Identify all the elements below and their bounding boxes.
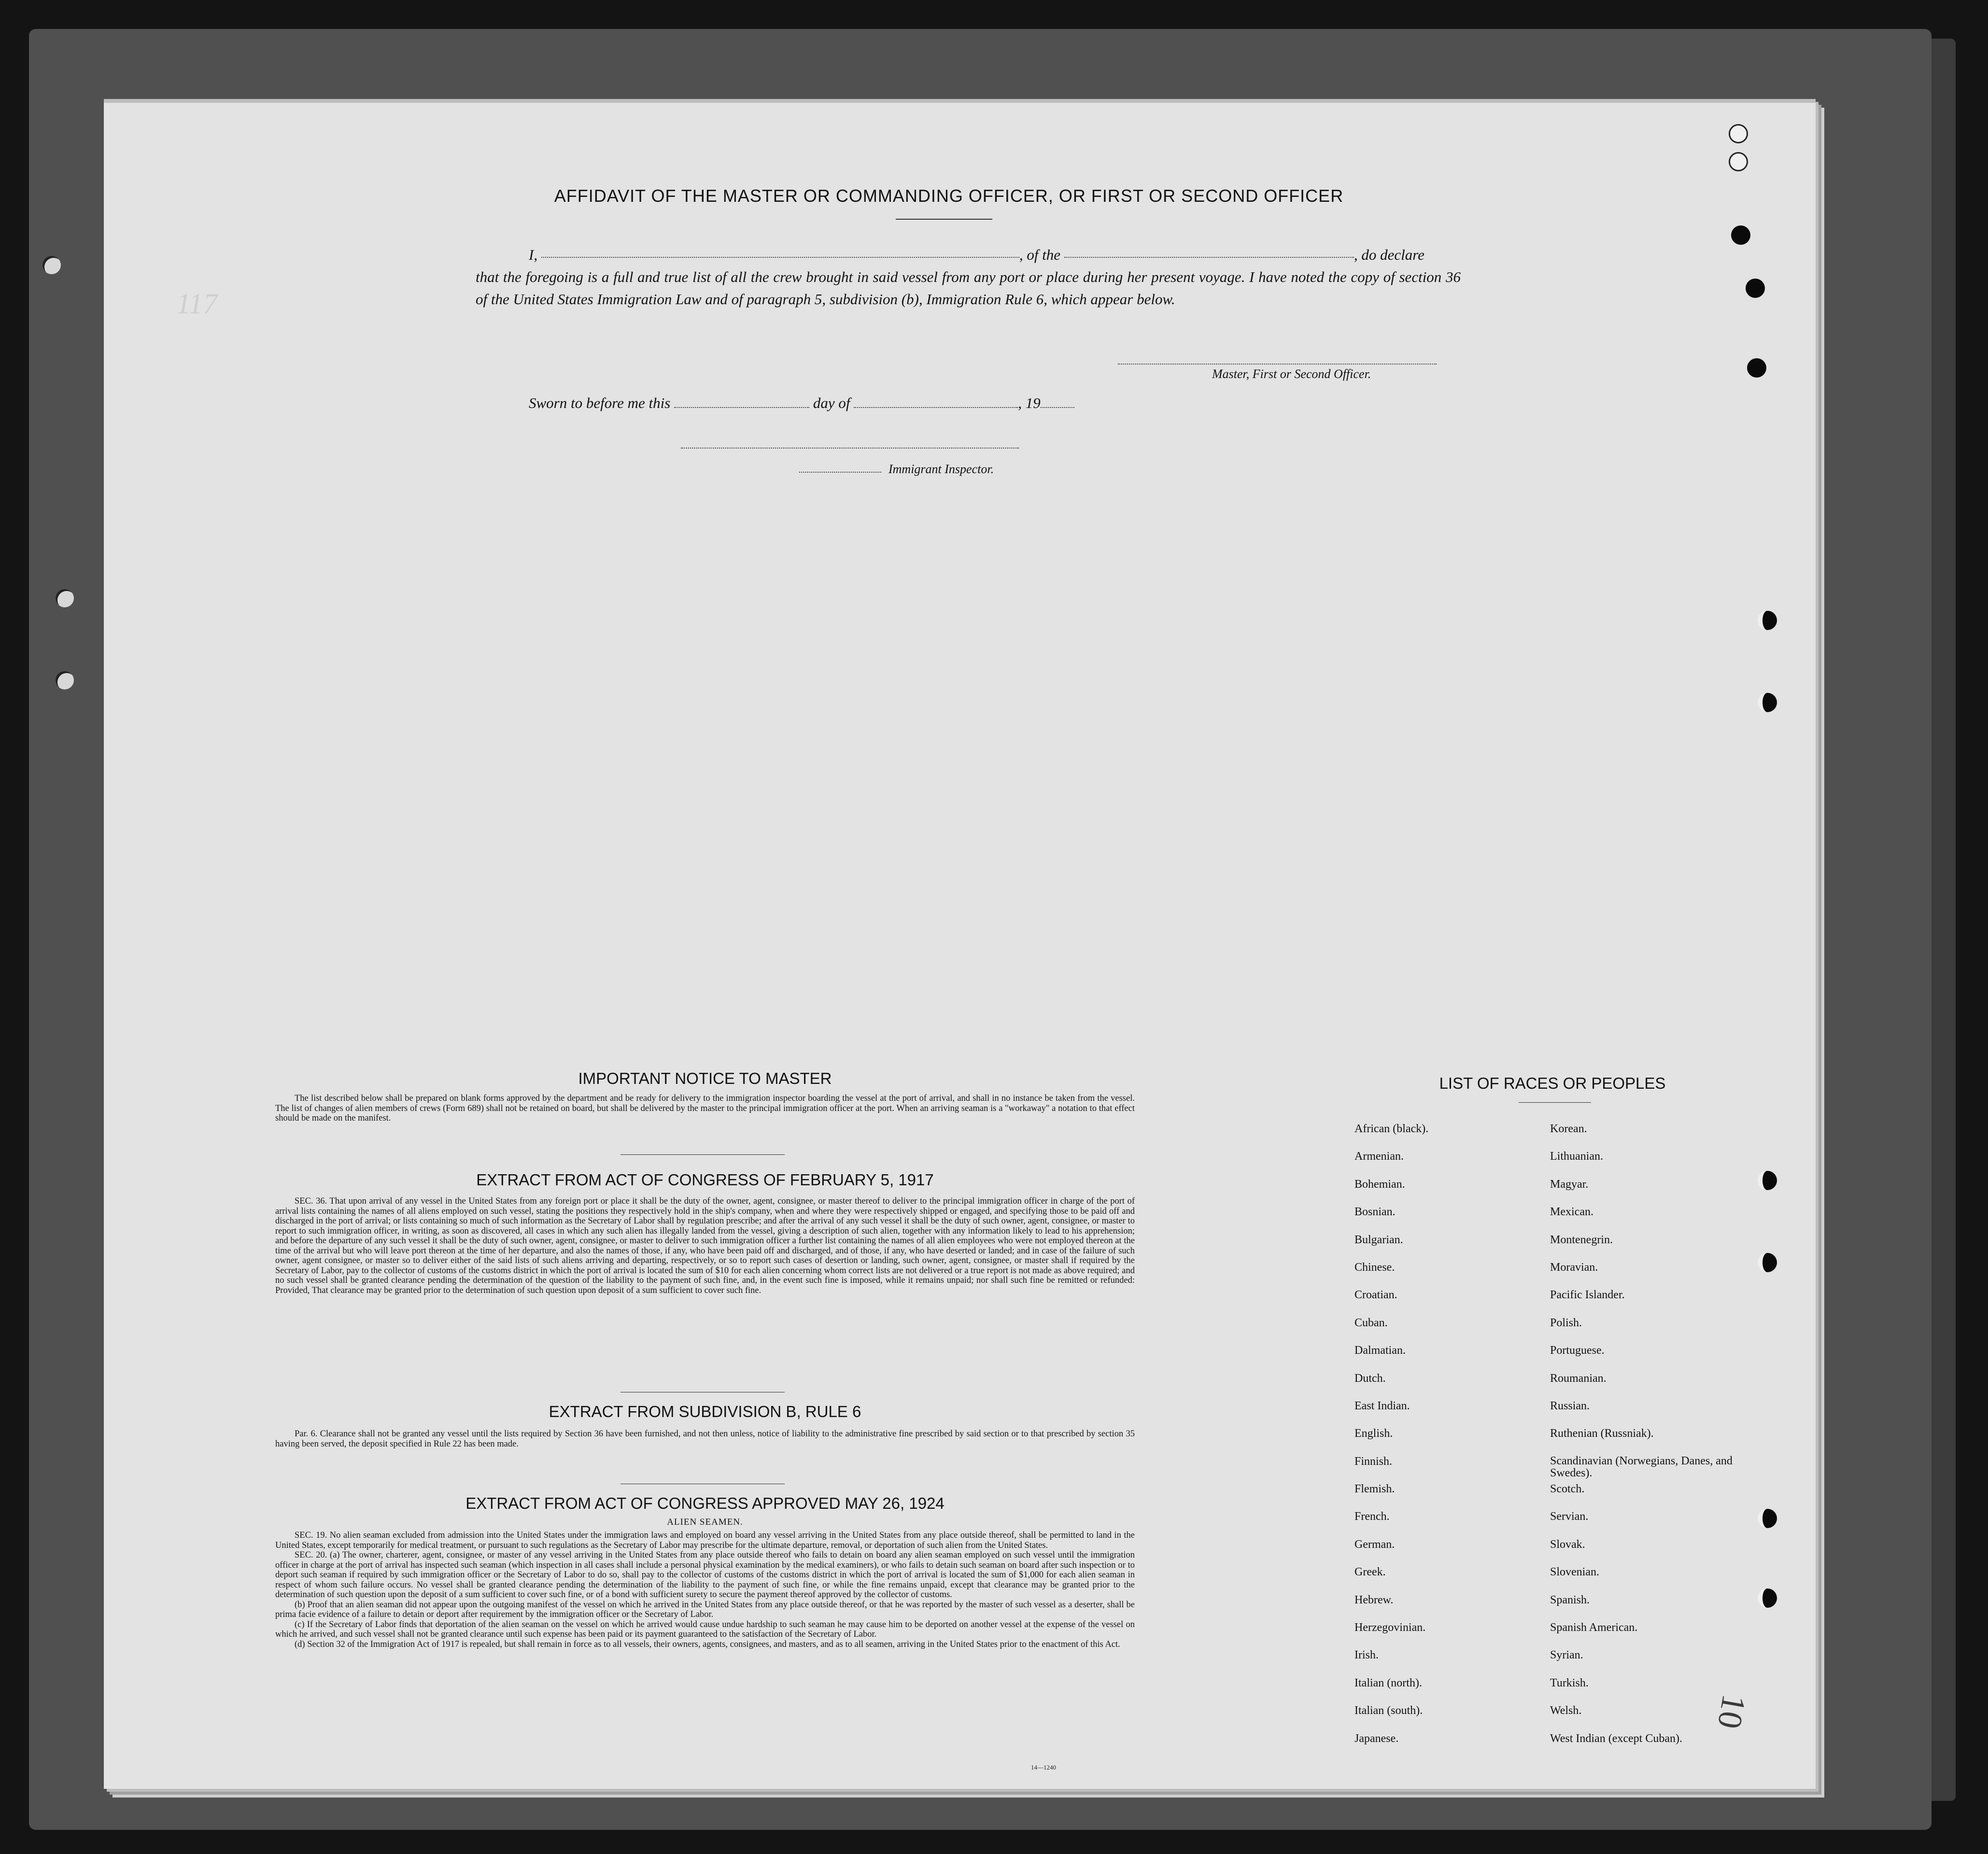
race-item: Dalmatian. xyxy=(1354,1344,1406,1357)
sworn-prefix: Sworn to before me this xyxy=(529,394,671,411)
race-item: Spanish American. xyxy=(1550,1621,1638,1634)
sec-20a-text: SEC. 20. (a) The owner, charterer, agent, consignee, or master of any vessel arriving in the United States from any place outside thereof who fails to detain on board any alien seaman employed on such vessel until the immigration officer in charge at the port of arrival has inspected such seaman (which inspection in all cases shall include a personal physical examination by the medical examiners), or who fails to detain such seaman on board after such inspection or to deport such seaman if required by such immigration officer or the Secretary of Labor to do so, shall pay to the collector of customs of the customs district in which the port of arrival is located the sum of $1,000 for each alien seaman in respect of whom such failure occurs. No vessel shall be granted clearance pending the determination of the liability to the payment of such fine, or while the fine remains unpaid, except that clearance may be granted prior to the determination of such question upon the deposit of a sum sufficient to cover such fine, or of a bond with sufficient surety to secure the payment thereof approved by the collector of customs. xyxy=(275,1550,1135,1600)
margin-number: 117 xyxy=(176,288,218,320)
manifest-sheet xyxy=(104,99,1816,1789)
name-blank[interactable] xyxy=(541,255,1019,258)
race-item: Slovak. xyxy=(1550,1538,1585,1551)
binder-hole xyxy=(42,256,61,274)
race-item: Hebrew. xyxy=(1354,1593,1394,1606)
affidavit-first-line xyxy=(476,244,1461,266)
races-rule xyxy=(1519,1102,1591,1103)
punch-hole xyxy=(1731,225,1750,245)
race-item: East Indian. xyxy=(1354,1399,1410,1412)
race-item: West Indian (except Cuban). xyxy=(1550,1732,1682,1745)
race-item: Turkish. xyxy=(1550,1676,1589,1689)
race-item: Flemish. xyxy=(1354,1483,1395,1496)
sheet-edge xyxy=(104,99,1816,103)
race-item: Moravian. xyxy=(1550,1261,1598,1274)
sworn-year-prefix: , 19 xyxy=(1018,394,1041,411)
act-1924-paragraphs xyxy=(275,1531,1135,1649)
rule-6-paragraph xyxy=(275,1429,1135,1449)
race-item: Bohemian. xyxy=(1354,1178,1405,1191)
title-rule xyxy=(896,219,992,220)
punch-hole xyxy=(1758,693,1777,712)
race-item: Scandinavian (Norwegians, Danes, and Swedes). xyxy=(1550,1454,1733,1479)
race-item: Armenian. xyxy=(1354,1150,1404,1163)
notice-heading: IMPORTANT NOTICE TO MASTER xyxy=(578,1069,832,1087)
race-item: Cuban. xyxy=(1354,1316,1388,1329)
affidavit-i: I, xyxy=(529,246,538,263)
master-signature-label: Master, First or Second Officer. xyxy=(1212,367,1371,381)
act-1917-heading: EXTRACT FROM ACT OF CONGRESS OF FEBRUARY 5, 1917 xyxy=(476,1171,934,1189)
races-right-column xyxy=(1550,1123,1753,1760)
affidavit-title: AFFIDAVIT OF THE MASTER OR COMMANDING OFFICER, OR FIRST OR SECOND OFFICER xyxy=(554,186,1344,206)
race-item: Servian. xyxy=(1550,1510,1589,1523)
race-item: Korean. xyxy=(1550,1123,1587,1135)
race-item: Bosnian. xyxy=(1354,1206,1396,1219)
punch-hole xyxy=(1758,611,1777,630)
race-item: Roumanian. xyxy=(1550,1372,1607,1385)
race-item: Greek. xyxy=(1354,1566,1386,1579)
race-item: Spanish. xyxy=(1550,1593,1590,1606)
race-item: Syrian. xyxy=(1550,1649,1583,1662)
sec-19-text: SEC. 19. No alien seaman excluded from admission into the United States under the immigration laws and employed on board any vessel arriving in the United States from any place outside thereof, shall be permitted to land in the United States, except temporarily for medical treatment, or pursuant to such regulations as the Secretary of Labor may prescribe for the ultimate departure, removal, or deportation of such alien from the United States. xyxy=(275,1531,1135,1550)
race-item: Japanese. xyxy=(1354,1732,1399,1745)
punch-hole xyxy=(1729,124,1748,143)
act-1924-heading: EXTRACT FROM ACT OF CONGRESS APPROVED MAY 26, 1924 xyxy=(465,1494,945,1512)
race-item: Scotch. xyxy=(1550,1483,1585,1496)
race-item: German. xyxy=(1354,1538,1395,1551)
affidavit-text: that the foregoing is a full and true list of all the crew brought in said vessel from any port or place during her present voyage. I have noted the copy of section 36 of the United States Immigration Law and of paragraph 5, subdivision (b), Immigration Rule 6, which appear below. xyxy=(476,268,1461,308)
binder-hole xyxy=(56,671,74,689)
act-1917-text: SEC. 36. That upon arrival of any vessel in the United States from any foreign port or place it shall be the duty of the owner, agent, consignee, or master thereof to deliver to the principal immigration officer in charge of the port of arrival lists containing the names of all aliens employed on such vessel, stating the positions they respectively hold in the ship's company, when and where they were respectively shipped or engaged, and specifying those to be paid off and discharged in the port of arrival; or lists containing so much of such information as the Secretary of Labor shall by regulation prescribe; and after the arrival of any such vessel it shall be the duty of such owner, agent, consignee, or master to report to such immigration officer, in writing, as soon as discovered, all cases in which any such alien has illegally landed from the vessel, giving a description of such alien, together with any information likely to lead to his apprehension; and before the departure of any such vessel it shall be the duty of such owner, agent, consignee, or master to deliver to such immigration officer a further list containing the names of all alien employees who were not employed thereon at the time of the arrival but who will leave port thereon at the time of her departure, and also the names of those, if any, who have been paid off and discharged, and of those, if any, who have deserted or landed; and in case of the failure of such owner, agent consignee, or master so to deliver either of the said lists of such aliens arriving and departing, respectively, or so to report such cases of desertion or landing, such owner, agent, consignee, or master shall if required by the Secretary of Labor, pay to the collector of customs of the customs district in which the port of arrival is located the sum of $10 for each alien concerning whom correct lists are not delivered or a true report is not made as above required; and no such vessel shall be granted clearance pending the determination of the question of the liability to the payment of such fine, and, in the event such fine is imposed, while it remains unpaid; nor shall such fine be remitted or refunded: Provided, That clearance may be granted prior to the determination of such question upon deposit of a sum sufficient to cover such fine. xyxy=(275,1196,1135,1295)
inspector-label: Immigrant Inspector. xyxy=(888,462,994,476)
race-item: French. xyxy=(1354,1510,1390,1523)
affidavit-of-the: , of the xyxy=(1019,246,1061,263)
race-item: African (black). xyxy=(1354,1123,1429,1135)
inspector-dots xyxy=(799,472,881,473)
punch-hole xyxy=(1758,1509,1777,1528)
punch-hole xyxy=(1758,1588,1777,1608)
sworn-year-blank[interactable] xyxy=(1041,407,1074,408)
race-item: Slovenian. xyxy=(1550,1566,1599,1579)
punch-hole xyxy=(1758,1253,1777,1272)
race-item: Polish. xyxy=(1550,1316,1582,1329)
rule-6-text: Par. 6. Clearance shall not be granted any vessel until the lists required by Section 36 have been furnished, and not then unless, notice of liability to the administrative fine prescribed by said section or to that prescribed by section 35 having been served, the deposit specified in Rule 22 has been made. xyxy=(275,1429,1135,1449)
race-item: Ruthenian (Russniak). xyxy=(1550,1427,1654,1440)
sworn-day-blank[interactable] xyxy=(674,407,809,408)
alien-seamen-subtitle: ALIEN SEAMEN. xyxy=(667,1517,743,1527)
notice-paragraph xyxy=(275,1094,1135,1124)
section-rule xyxy=(620,1154,785,1155)
punch-hole xyxy=(1758,1171,1777,1190)
race-item: Portuguese. xyxy=(1550,1344,1605,1357)
race-item: Lithuanian. xyxy=(1550,1150,1603,1163)
act-1917-paragraph xyxy=(275,1196,1135,1295)
sworn-month-blank[interactable] xyxy=(854,407,1018,408)
punch-hole xyxy=(1729,152,1748,171)
sworn-day-of: day of xyxy=(813,394,850,411)
race-item: English. xyxy=(1354,1427,1393,1440)
sec-20b-text: (b) Proof that an alien seaman did not appear upon the outgoing manifest of the vessel on which he arrived in the United States from any place outside thereof, or that he was reported by the master of such vessel as a deserter, shall be prima facie evidence of a failure to detain or deport after requirement by the immigration officer or the Secretary of Labor. xyxy=(275,1600,1135,1619)
sec-20c-text: (c) If the Secretary of Labor finds that deportation of the alien seaman on the vessel on which he arrived would cause undue hardship to such seaman he may cause him to be deported on another vessel at the expense of the vessel on which he arrived, and such vessel shall not be granted clearance until such expense has been paid or its payment guaranteed to the satisfaction of the Secretary of Labor. xyxy=(275,1619,1135,1639)
master-signature-line[interactable] xyxy=(1118,364,1437,365)
inspector-signature-line[interactable] xyxy=(681,448,1019,449)
vessel-blank[interactable] xyxy=(1064,255,1354,258)
race-item: Welsh. xyxy=(1550,1704,1582,1717)
race-item: Dutch. xyxy=(1354,1372,1386,1385)
race-item: Russian. xyxy=(1550,1399,1590,1412)
binder-hole xyxy=(56,589,74,607)
races-heading: LIST OF RACES OR PEOPLES xyxy=(1439,1074,1666,1092)
punch-hole xyxy=(1747,358,1766,378)
race-item: Chinese. xyxy=(1354,1261,1395,1274)
race-item: Herzegovinian. xyxy=(1354,1621,1426,1634)
race-item: Finnish. xyxy=(1354,1455,1393,1468)
corner-number: 10 xyxy=(1710,1691,1753,1732)
races-left-column xyxy=(1354,1123,1428,1760)
notice-text: The list described below shall be prepared on blank forms approved by the department and be ready for delivery to the immigration inspector boarding the vessel at the port of arrival, and shall in no instance be taken from the vessel. The list of changes of alien members of crews (Form 689) shall not be retained on board, but shall be delivered by the master to the principal immigration officer at the port. When an arriving seaman is a "workaway" a notation to that effect should be made on the manifest. xyxy=(275,1094,1135,1123)
race-item: Italian (north). xyxy=(1354,1676,1422,1689)
sworn-line xyxy=(529,394,1074,412)
affidavit-do-declare: , do declare xyxy=(1354,246,1424,263)
form-number: 14—1240 xyxy=(1031,1764,1056,1771)
race-item: Bulgarian. xyxy=(1354,1233,1403,1246)
rule-6-heading: EXTRACT FROM SUBDIVISION B, RULE 6 xyxy=(549,1403,861,1420)
affidavit-body xyxy=(476,244,1461,310)
sec-20d-text: (d) Section 32 of the Immigration Act of 1917 is repealed, but shall remain in force as to all vessels, their owners, agents, consignees, and masters, and as to all seamen, arriving in the United States prior to the enactment of this Act. xyxy=(295,1639,1120,1649)
race-item: Croatian. xyxy=(1354,1289,1397,1302)
race-item: Irish. xyxy=(1354,1649,1379,1662)
race-item: Magyar. xyxy=(1550,1178,1589,1191)
race-item: Montenegrin. xyxy=(1550,1233,1613,1246)
punch-hole xyxy=(1746,279,1765,298)
race-item: Italian (south). xyxy=(1354,1704,1423,1717)
race-item: Mexican. xyxy=(1550,1206,1593,1219)
race-item: Pacific Islander. xyxy=(1550,1289,1625,1302)
